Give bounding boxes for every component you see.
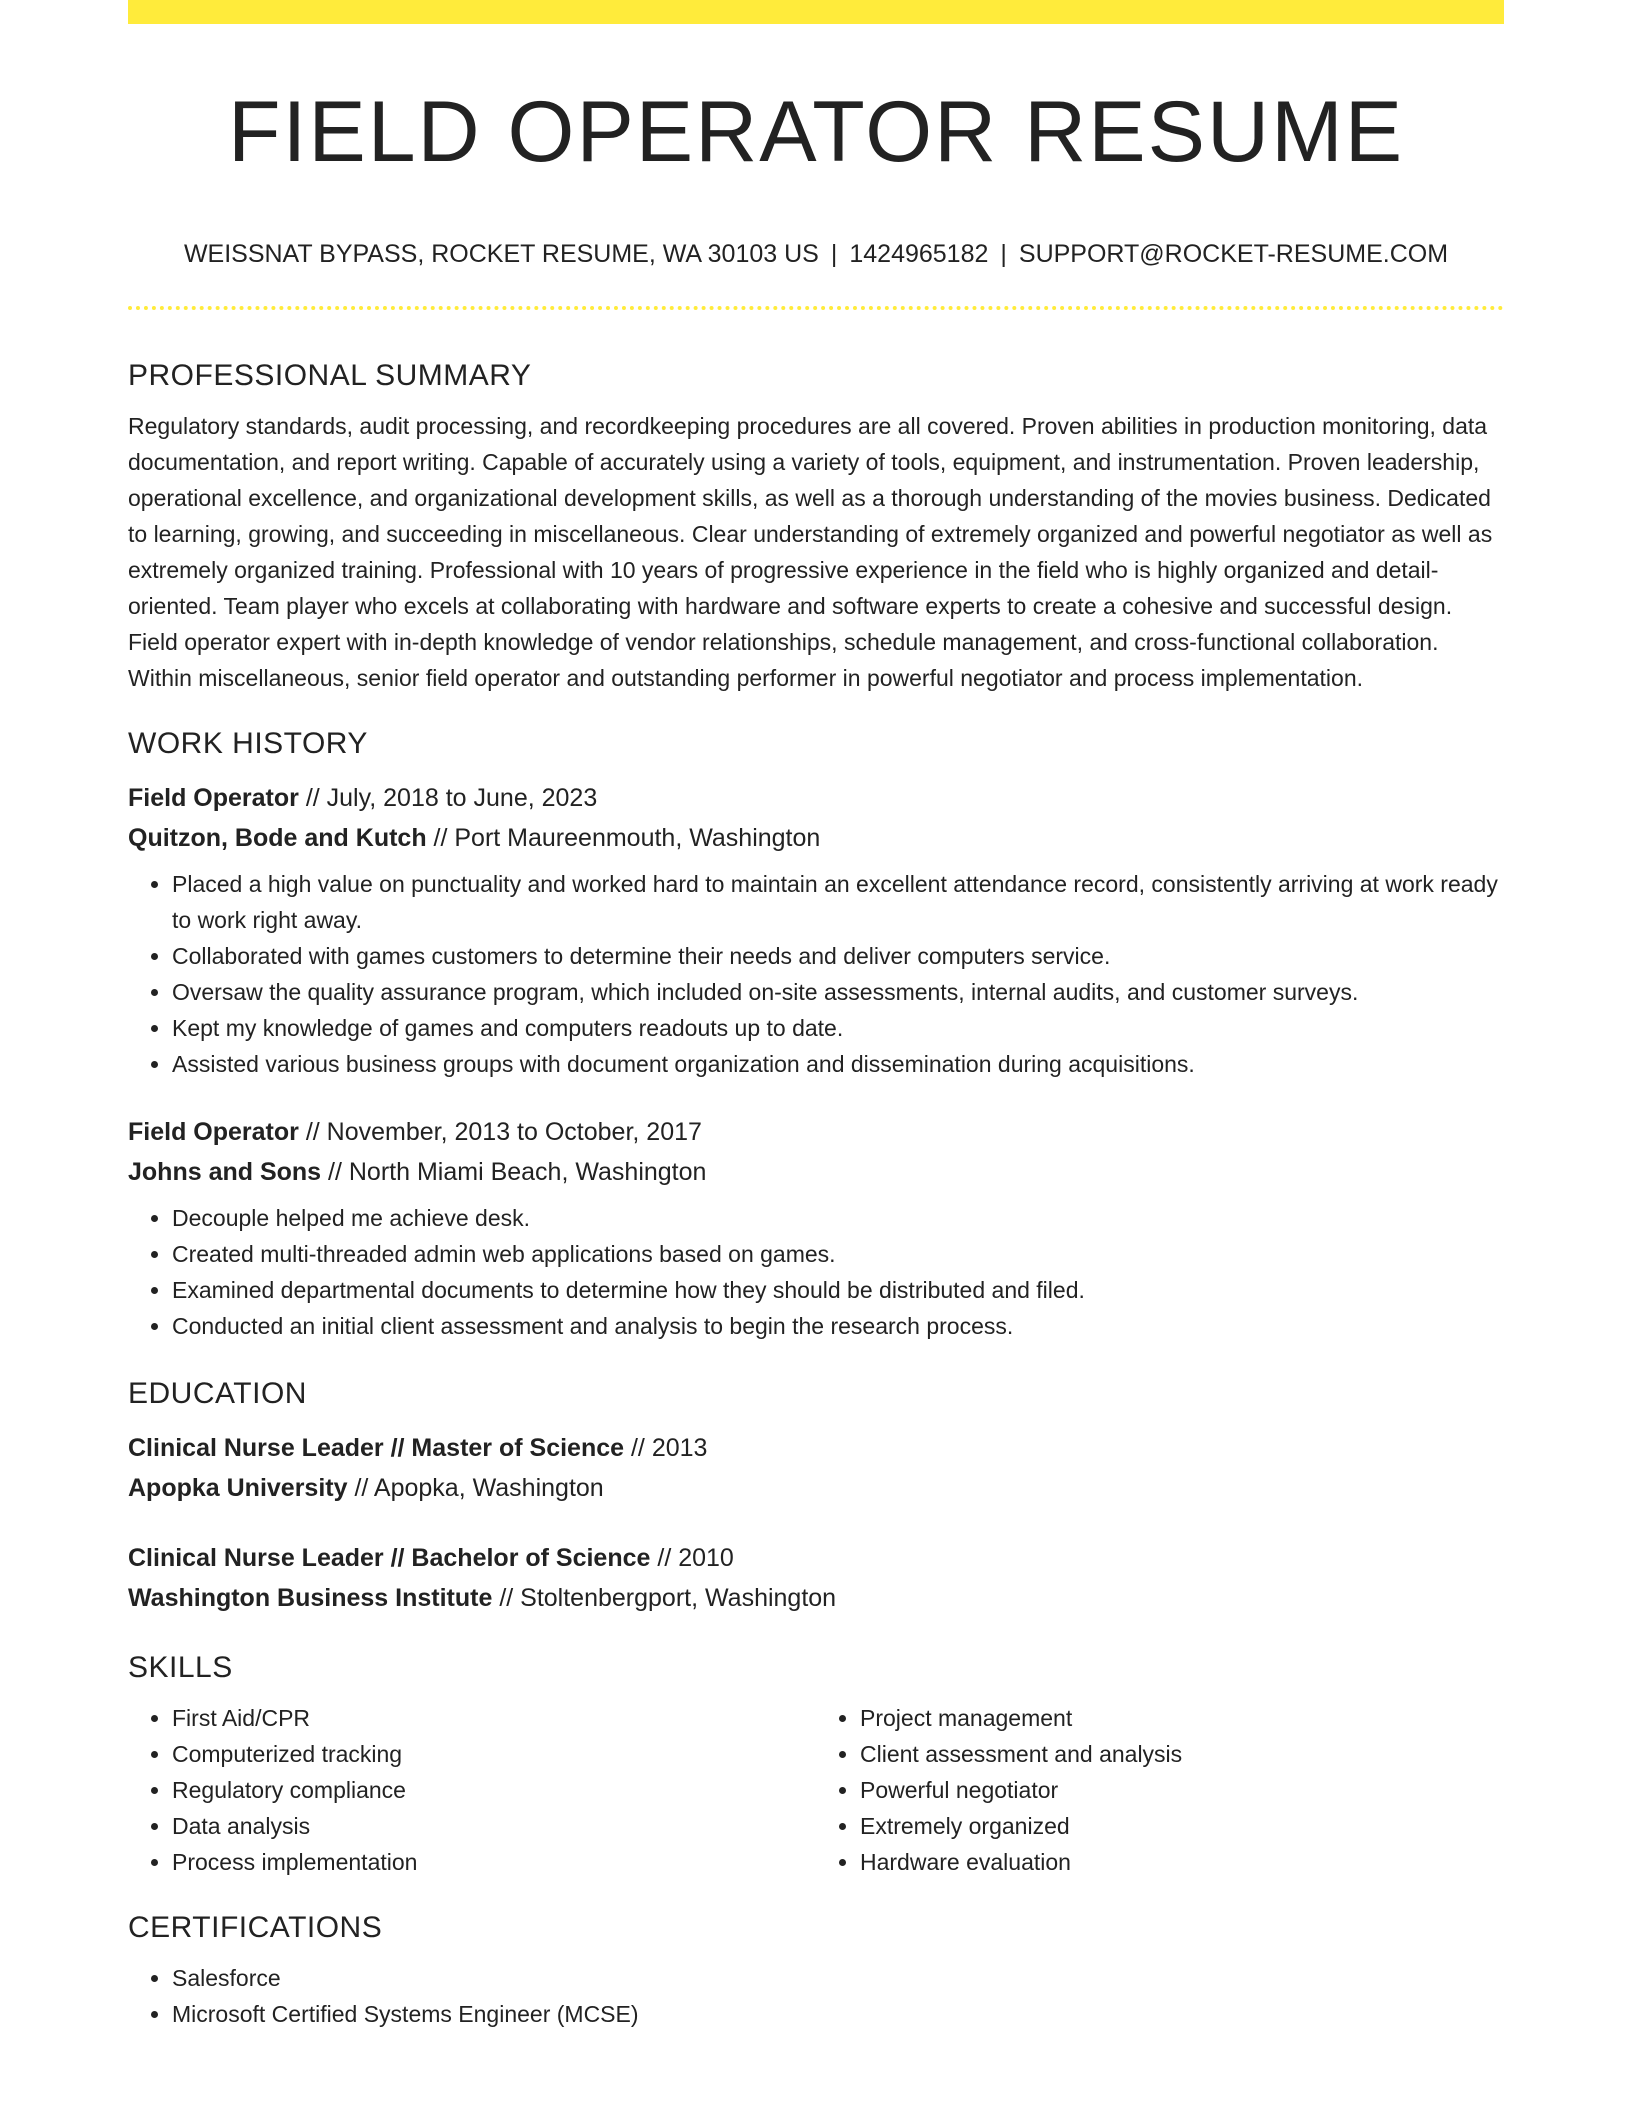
summary-text: Regulatory standards, audit processing, and recordkeeping procedures are all covered. Proven abilities in production monitoring, data documentation, and report writing. Capable of accurately using a variety of tools, equipment, and instrumentation. Proven leadership, operational excellence, and organizational development skills, as well as a thorough understanding of the movies business. Dedicated to learning, growing, and succeeding in miscellaneous. Clear understanding of extremely organized and powerful negotiator as well as extremely organized training. Professional with 10 years of progressive experience in the field who is highly organized and detail-oriented. Team player who excels at collaborating with hardware and software experts to create a cohesive and successful design. Field operator expert with in-depth knowledge of vendor relationships, schedule management, and cross-functional collaboration. Within miscellaneous, senior field operator and outstanding performer in powerful negotiator and process implementation. bbox=[128, 413, 1493, 691]
job-title: Field Operator bbox=[128, 784, 299, 812]
school: Apopka University bbox=[128, 1474, 348, 1502]
degree: Clinical Nurse Leader // Bachelor of Science bbox=[128, 1544, 651, 1572]
job-bullets bbox=[128, 866, 1504, 1082]
job-company: Quitzon, Bode and Kutch bbox=[128, 824, 427, 852]
work-history-heading: WORK HISTORY bbox=[128, 727, 368, 760]
job-bullets bbox=[128, 1200, 1504, 1344]
list-item: • Examined departmental documents to determine how they should be distributed and filed. bbox=[172, 1272, 1504, 1308]
list-item: • Decouple helped me achieve desk. bbox=[172, 1200, 1504, 1236]
resume-content bbox=[128, 352, 1504, 2032]
list-item: • Oversaw the quality assurance program, which included on-site assessments, internal audits, and customer surveys. bbox=[172, 974, 1504, 1010]
job-title-line bbox=[128, 778, 1504, 818]
list-item: • Powerful negotiator bbox=[860, 1772, 1504, 1808]
skills-left-column bbox=[128, 1700, 816, 1880]
job-dates: // July, 2018 to June, 2023 bbox=[298, 784, 598, 812]
degree-year: // 2010 bbox=[650, 1544, 734, 1572]
job-location: // Port Maureenmouth, Washington bbox=[426, 824, 821, 852]
list-item: • Client assessment and analysis bbox=[860, 1736, 1504, 1772]
certifications-list bbox=[128, 1960, 1504, 2032]
list-item: • Extremely organized bbox=[860, 1808, 1504, 1844]
list-item: • Regulatory compliance bbox=[172, 1772, 816, 1808]
education-heading: EDUCATION bbox=[128, 1377, 307, 1410]
degree-line bbox=[128, 1538, 1504, 1578]
job-dates: // November, 2013 to October, 2017 bbox=[298, 1118, 702, 1146]
skills-heading: SKILLS bbox=[128, 1651, 233, 1684]
summary-heading: PROFESSIONAL SUMMARY bbox=[128, 359, 532, 392]
certifications-heading: CERTIFICATIONS bbox=[128, 1911, 383, 1944]
contact-separator: | bbox=[830, 240, 838, 268]
education-entry bbox=[128, 1538, 1504, 1618]
degree: Clinical Nurse Leader // Master of Science bbox=[128, 1434, 625, 1462]
job-location: // North Miami Beach, Washington bbox=[321, 1158, 707, 1186]
degree-line bbox=[128, 1428, 1504, 1468]
list-item: • Conducted an initial client assessment and analysis to begin the research process. bbox=[172, 1308, 1504, 1344]
list-item: • Created multi-threaded admin web applications based on games. bbox=[172, 1236, 1504, 1272]
list-item: • Hardware evaluation bbox=[860, 1844, 1504, 1880]
contact-line bbox=[128, 236, 1504, 272]
list-item: • Kept my knowledge of games and computers readouts up to date. bbox=[172, 1010, 1504, 1046]
job-entry bbox=[128, 778, 1504, 1082]
contact-phone: 1424965182 bbox=[849, 240, 989, 268]
education-entry bbox=[128, 1428, 1504, 1508]
list-item: • Computerized tracking bbox=[172, 1736, 816, 1772]
job-company-line bbox=[128, 1152, 1504, 1192]
list-item: • Process implementation bbox=[172, 1844, 816, 1880]
list-item: • Data analysis bbox=[172, 1808, 816, 1844]
list-item: • Assisted various business groups with document organization and dissemination during acquisitions. bbox=[172, 1046, 1504, 1082]
job-entry bbox=[128, 1112, 1504, 1344]
school-line bbox=[128, 1578, 1504, 1618]
job-title-line bbox=[128, 1112, 1504, 1152]
job-company: Johns and Sons bbox=[128, 1158, 322, 1186]
contact-separator: | bbox=[1000, 240, 1007, 268]
degree-year: // 2013 bbox=[624, 1434, 708, 1462]
list-item: • Placed a high value on punctuality and worked hard to maintain an excellent attendance record, consistently arriving at work ready to work right away. bbox=[172, 866, 1504, 938]
job-company-line bbox=[128, 818, 1504, 858]
contact-address: WEISSNAT BYPASS, ROCKET RESUME, WA 30103 US bbox=[183, 240, 819, 268]
list-item: • Collaborated with games customers to determine their needs and deliver computers service. bbox=[172, 938, 1504, 974]
list-item: • First Aid/CPR bbox=[172, 1700, 816, 1736]
dotted-divider bbox=[128, 306, 1504, 310]
accent-top-bar bbox=[128, 0, 1504, 24]
school-location: // Stoltenbergport, Washington bbox=[492, 1584, 837, 1612]
list-item: • Salesforce bbox=[172, 1960, 1504, 1996]
school-location: // Apopka, Washington bbox=[347, 1474, 604, 1502]
page-title: FIELD OPERATOR RESUME bbox=[227, 84, 1405, 180]
skills-right-column bbox=[816, 1700, 1504, 1880]
school-line bbox=[128, 1468, 1504, 1508]
contact-email: SUPPORT@ROCKET-RESUME.COM bbox=[1018, 240, 1449, 268]
list-item: • Microsoft Certified Systems Engineer (MCSE) bbox=[172, 1996, 1504, 2032]
school: Washington Business Institute bbox=[128, 1584, 493, 1612]
skills-columns bbox=[128, 1692, 1504, 1880]
job-title: Field Operator bbox=[128, 1118, 299, 1146]
list-item: • Project management bbox=[860, 1700, 1504, 1736]
